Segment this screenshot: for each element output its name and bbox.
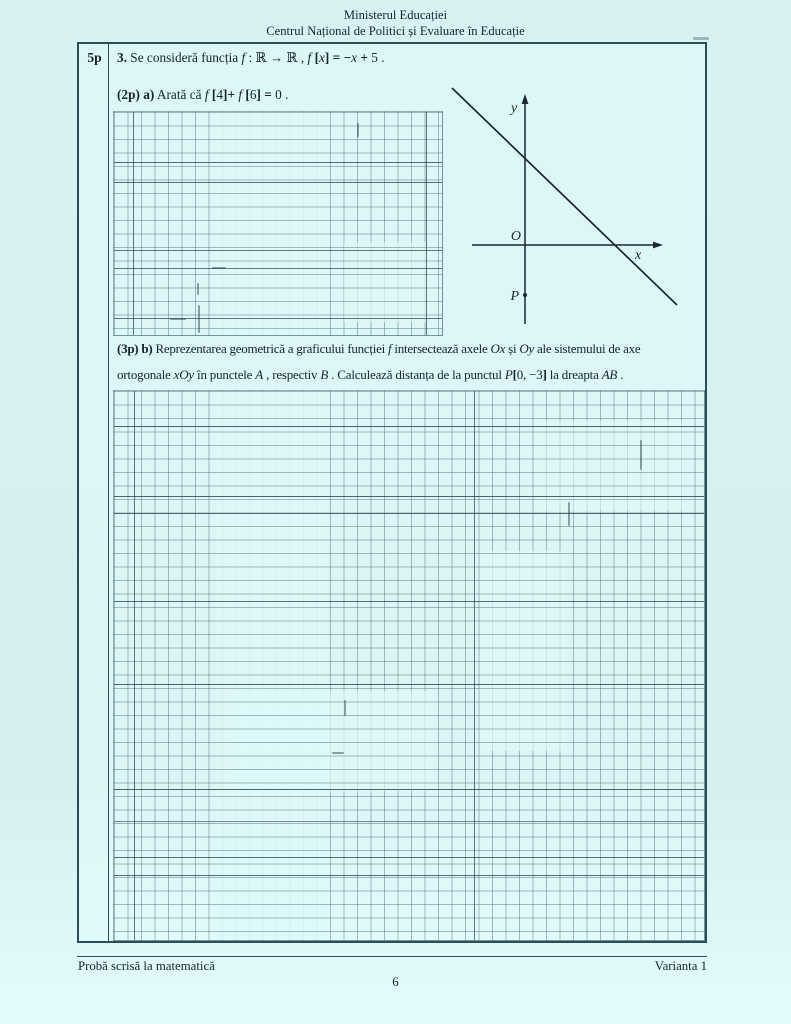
x-axis-label: x <box>635 248 642 263</box>
text-run: 5 . <box>367 50 385 65</box>
text-run: B <box>320 367 329 382</box>
page-number: 6 <box>392 974 399 989</box>
text-run: Reprezentarea geometrică a graficului funcției <box>152 341 389 356</box>
text-run: (2p) a) <box>117 87 155 102</box>
text-run: [ <box>512 367 517 382</box>
text-run: f <box>307 50 315 65</box>
text-run: = <box>332 50 341 65</box>
text-run: , respectiv <box>263 367 321 382</box>
graph-function-line <box>452 88 677 305</box>
text-run: ] <box>256 87 261 102</box>
header-ministry: Ministerul Educației <box>343 8 448 22</box>
text-run: f <box>241 50 246 65</box>
text-run: 0, −3 <box>516 367 543 382</box>
scan-smudge <box>344 700 346 716</box>
text-run: Arată că <box>154 87 205 102</box>
text-run: − <box>343 50 352 65</box>
text-run: [ <box>245 87 250 102</box>
text-run: [ <box>314 50 319 65</box>
text-run: f <box>204 87 212 102</box>
problem-part-a <box>117 87 288 103</box>
text-run: ] <box>542 367 547 382</box>
footer-subject: Probă scrisă la matematică <box>78 959 215 973</box>
text-run: xOy <box>173 367 194 382</box>
scan-smudge <box>198 305 200 333</box>
text-run: f <box>388 341 392 356</box>
text-run: Oy <box>519 341 534 356</box>
text-run: la dreapta <box>546 367 602 382</box>
text-run: ortogonale <box>117 367 174 382</box>
header-center: Centrul Național de Politici și Evaluare în Educație <box>266 23 525 38</box>
text-run: . <box>617 367 624 382</box>
text-run: 3. <box>117 50 127 65</box>
text-run: și <box>505 341 520 356</box>
scan-smudge <box>197 283 199 295</box>
text-run: 4 <box>216 87 224 102</box>
text-run: x <box>319 50 325 65</box>
answer-grid-part-a <box>113 111 443 336</box>
text-run: f <box>238 87 246 102</box>
y-axis-arrow-icon <box>522 94 529 104</box>
point-p-marker <box>523 293 527 297</box>
y-axis-label: y <box>511 101 518 116</box>
graph-svg <box>445 78 697 330</box>
problem-part-b-line-1 <box>117 341 640 357</box>
scan-smudge <box>568 502 570 526</box>
scan-smudge <box>170 318 186 320</box>
text-run: Se consideră funcția <box>126 50 242 65</box>
text-run: 6 <box>249 87 257 102</box>
text-run: ] <box>324 50 330 65</box>
scan-smudge <box>640 440 642 470</box>
footer-variant: Varianta 1 <box>654 959 707 973</box>
text-run: A <box>255 367 264 382</box>
text-run: AB <box>601 367 618 382</box>
scan-smudge <box>693 37 709 40</box>
problem-statement <box>117 50 385 66</box>
x-axis-arrow-icon <box>653 242 663 249</box>
content-box <box>77 42 707 943</box>
text-run: Ox <box>490 341 506 356</box>
page-header <box>0 8 791 39</box>
text-run: 0 . <box>271 87 289 102</box>
text-run: + <box>227 87 236 102</box>
scan-smudge <box>357 123 359 137</box>
points-label: 5p <box>87 50 102 65</box>
scan-smudge <box>212 267 226 269</box>
text-run: x <box>351 50 358 65</box>
answer-grid-part-b <box>113 390 705 941</box>
footer-rule <box>77 956 707 957</box>
text-run: P <box>504 367 513 382</box>
text-run: ] <box>223 87 228 102</box>
text-run: (3p) b) <box>117 341 153 356</box>
scan-smudge <box>332 752 344 754</box>
text-run: : ℝ → ℝ , <box>245 50 308 65</box>
text-run: intersectează axele <box>391 341 491 356</box>
text-run: ale sistemului de axe <box>533 341 641 356</box>
text-run: în punctele <box>194 367 256 382</box>
text-run: + <box>360 50 368 65</box>
function-graph-figure <box>445 78 697 330</box>
point-p-label: P <box>510 289 519 304</box>
origin-label: O <box>510 229 521 244</box>
points-column-divider <box>108 44 109 941</box>
text-run: [ <box>211 87 217 102</box>
text-run: = <box>264 87 272 102</box>
text-run: . Calculează distanța de la punctul <box>328 367 505 382</box>
problem-part-b-line-2 <box>117 367 623 383</box>
